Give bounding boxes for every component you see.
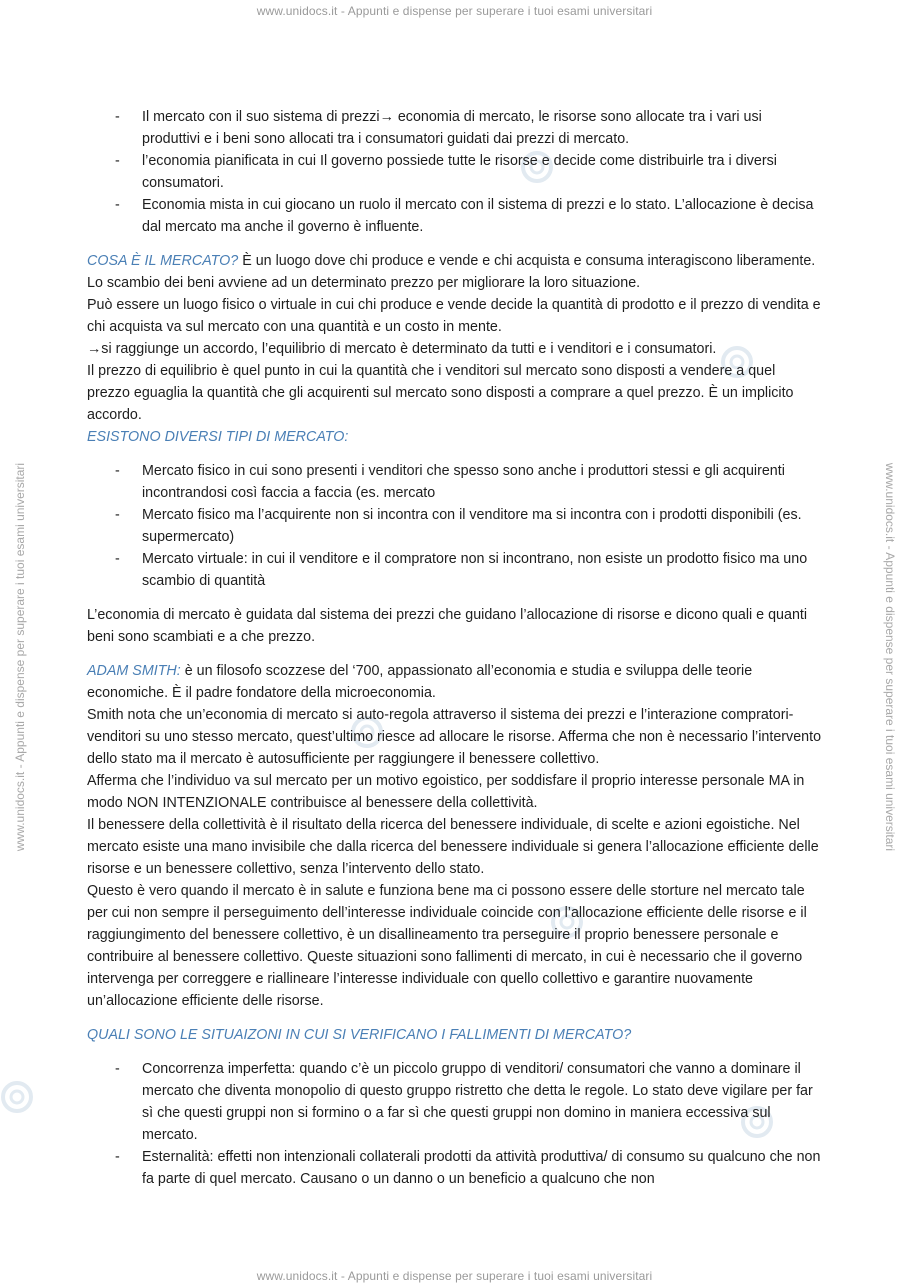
paragraph: Può essere un luogo fisico o virtuale in cui chi produce e vende decide la quantità di prodotto e il prezzo di vendita e chi acquista va sul mercato con una quantità e un costo in mente. xyxy=(87,297,821,335)
list-item: - Mercato fisico in cui sono presenti i venditori che spesso sono anche i produttori stessi e gli acquirenti incontrandosi così faccia a faccia (es. mercato xyxy=(87,460,821,504)
list-item: - Mercato virtuale: in cui il venditore e il compratore non si incontrano, non esiste un prodotto fisico ma uno scambio di quantità xyxy=(87,548,821,592)
list-item: - Mercato fisico ma l’acquirente non si incontra con il venditore ma si incontra con i prodotti disponibili (es. supermercato) xyxy=(87,504,821,548)
watermark-header: www.unidocs.it - Appunti e dispense per superare i tuoi esami universitari xyxy=(256,4,653,18)
unidocs-logo-icon xyxy=(0,1080,34,1114)
watermark-footer: www.unidocs.it - Appunti e dispense per superare i tuoi esami universitari xyxy=(256,1269,653,1283)
list-item: - Esternalità: effetti non intenzionali collaterali prodotti da attività produttiva/ di consumo su qualcuno che non fa parte di quel mercato. Causano o un danno o un beneficio a qualcuno che non xyxy=(87,1146,821,1190)
list-item: - Concorrenza imperfetta: quando c’è un piccolo gruppo di venditori/ consumatori che vanno a dominare il mercato che diventa monopolio di questo gruppo ristretto che detta le regole. Lo stato deve vigilare per far sì che questi gruppi non si formino o a far sì che questi gruppi non domino in maniera eccessiva sul mercato. xyxy=(87,1058,821,1146)
paragraph: Smith nota che un’economia di mercato si auto-regola attraverso il sistema dei prezzi e l’interazione compratori-venditori su uno stesso mercato, quest’ultimo riesce ad allocare le risorse. Afferma che non è necessario l’intervento dello stato ma il mercato è autosufficiente per raggiungere il benessere collettivo. xyxy=(87,707,822,767)
section-heading: QUALI SONO LE SITUAIZONI IN CUI SI VERIFICANO I FALLIMENTI DI MERCATO? xyxy=(87,1027,632,1043)
paragraph: L’economia di mercato è guidata dal sistema dei prezzi che guidano l’allocazione di risorse e dicono quali e quanti beni sono scambiati e a che prezzo. xyxy=(87,607,808,645)
watermark-side-right: www.unidocs.it - Appunti e dispense per superare i tuoi esami universitari xyxy=(883,462,897,852)
paragraph: Afferma che l’individuo va sul mercato per un motivo egoistico, per soddisfare il proprio interesse personale MA in modo NON INTENZIONALE contribuisce al benessere della collettività. xyxy=(87,773,805,811)
mercato-definition xyxy=(87,250,821,294)
paragraph: Il prezzo di equilibrio è quel punto in cui la quantità che i venditori sul mercato sono disposti a vendere a quel prezzo eguaglia la quantità che gli acquirenti sul mercato sono disposti a comprare a quel prezzo. È un implicito accordo. xyxy=(87,363,794,423)
adam-smith-intro xyxy=(87,660,821,704)
document-body xyxy=(87,106,821,1190)
section-heading: COSA È IL MERCATO? xyxy=(87,253,239,269)
market-types-list xyxy=(87,460,821,592)
paragraph-text: è un filosofo scozzese del ‘700, appassionato all’economia e studia e sviluppa delle teorie economiche. È il padre fondatore della microeconomia. xyxy=(87,663,753,701)
paragraph: Il benessere della collettività è il risultato della ricerca del benessere individuale, di scelte e azioni egoistiche. Nel mercato esiste una mano invisibile che dalla ricerca del benessere individuale si genera l’allocazione efficiente delle risorse e un benessere collettivo, senza l’intervento dello stato. xyxy=(87,817,819,877)
watermark-side-left: www.unidocs.it - Appunti e dispense per superare i tuoi esami universitari xyxy=(13,462,27,852)
list-item: - Economia mista in cui giocano un ruolo il mercato con il sistema di prezzi e lo stato. L’allocazione è decisa dal mercato ma anche il governo è influente. xyxy=(87,194,821,238)
paragraph: Questo è vero quando il mercato è in salute e funziona bene ma ci possono essere delle storture nel mercato tale per cui non sempre il perseguimento dell’interesse individuale coincide con l’allocazione efficiente delle risorse e il raggiungimento del benessere collettivo, è un disallineamento tra perseguire il proprio benessere personale e contribuire al benessere collettivo. Queste situazioni sono fallimenti di mercato, in cui è necessario che il governo intervenga per correggere e riallineare l’interesse individuale con quello collettivo e garantire nuovamente un’allocazione efficiente delle risorse. xyxy=(87,883,807,1009)
economic-systems-list xyxy=(87,106,821,238)
paragraph: →si raggiunge un accordo, l’equilibrio di mercato è determinato da tutti e i venditori e i consumatori. xyxy=(87,341,717,357)
paragraph-text: È un luogo dove chi produce e vende e chi acquista e consuma interagiscono liberamente. Lo scambio dei beni avviene ad un determinato prezzo per migliorare la loro situazione. xyxy=(87,253,816,291)
section-heading: ADAM SMITH: xyxy=(87,663,181,679)
list-item: - l’economia pianificata in cui Il governo possiede tutte le risorse e decide come distribuirle tra i diversi consumatori. xyxy=(87,150,821,194)
section-heading: ESISTONO DIVERSI TIPI DI MERCATO: xyxy=(87,429,349,445)
list-item: - Il mercato con il suo sistema di prezzi→ economia di mercato, le risorse sono allocate tra i vari usi produttivi e i beni sono allocati tra i consumatori guidati dai prezzi di mercato. xyxy=(87,106,821,150)
market-failures-list xyxy=(87,1058,821,1190)
